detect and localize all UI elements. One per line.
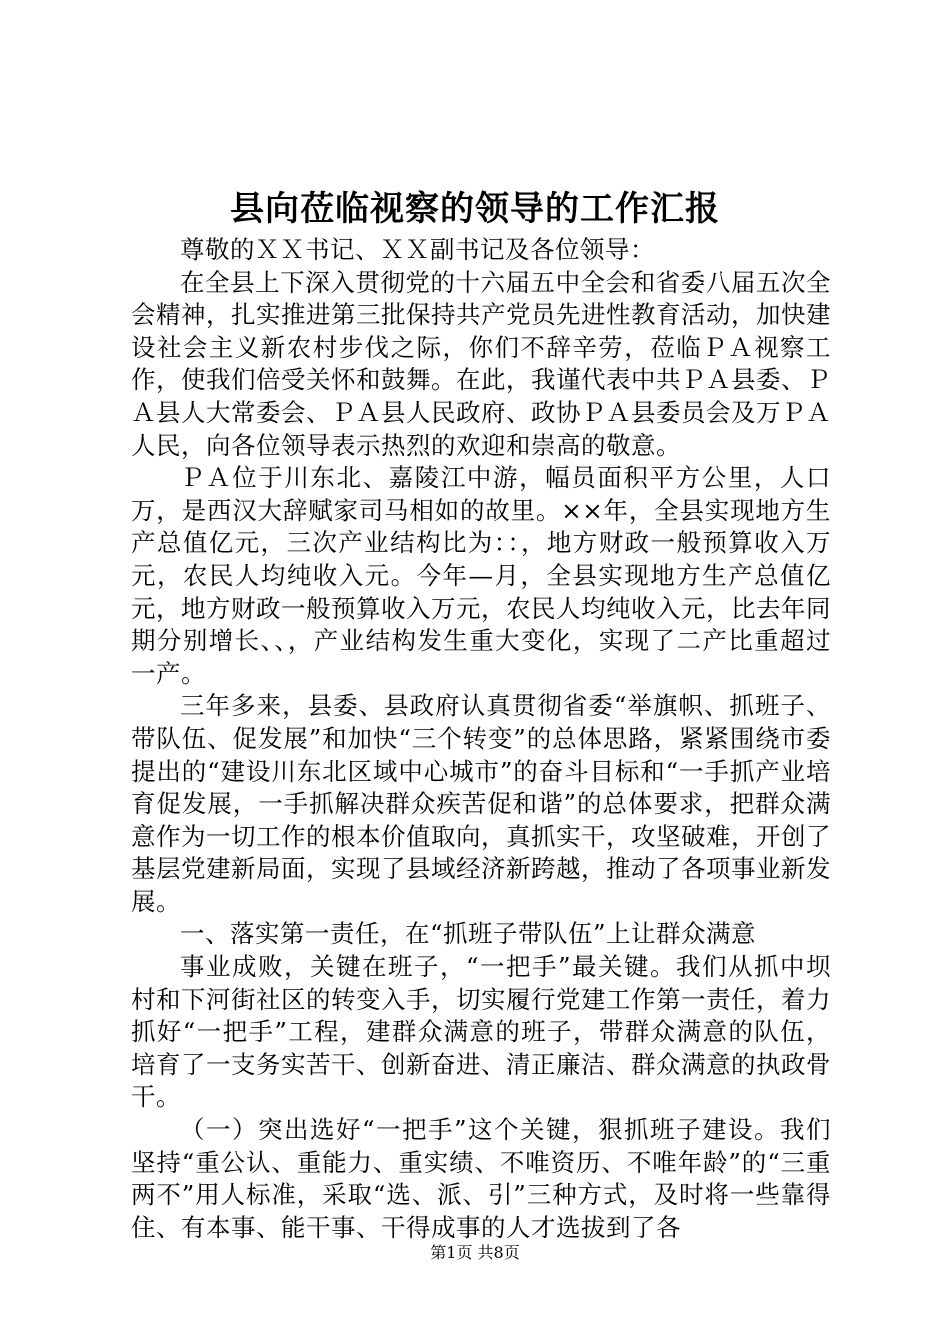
document-body — [131, 234, 831, 1244]
body-paragraph: 事业成败，关键在班子，“一把手”最关键。我们从抓中坝村和下河街社区的转变入手，切实履行党建工作第一责任，着力抓好“一把手”工程，建群众满意的班子，带群众满意的队伍，培育了一支务实苦干、创新奋进、清正廉洁、群众满意的执政骨干。 — [131, 952, 831, 1112]
salutation-paragraph: 尊敬的ＸＸ书记、ＸＸ副书记及各位领导： — [180, 235, 655, 264]
body-paragraph: （一）突出选好“一把手”这个关键，狠抓班子建设。我们坚持“重公认、重能力、重实绩、不唯资历、不唯年龄”的“三重两不”用人标准，采取“选、派、引”三种方式，及时将一些靠得住、有本事、能干事、干得成事的人才选拔到了各 — [131, 1115, 831, 1242]
document-title: 县向莅临视察的领导的工作汇报 — [230, 189, 720, 229]
page-footer: 第1页 共8页 — [430, 1243, 520, 1262]
body-paragraph: ＰＡ位于川东北、嘉陵江中游，幅员面积平方公里，人口万，是西汉大辞赋家司马相如的故里。××年，全县实现地方生产总值亿元，三次产业结构比为：：，地方财政一般预算收入万元，农民人均纯收入元。今年—月，全县实现地方生产总值亿元，地方财政一般预算收入万元，农民人均纯收入元，比去年同期分别增长、、，产业结构发生重大变化，实现了二产比重超过一产。 — [131, 463, 831, 688]
body-paragraph: 三年多来，县委、县政府认真贯彻省委“举旗帜、抓班子、带队伍、促发展”和加快“三个转变”的总体思路，紧紧围绕市委提出的“建设川东北区域中心城市”的奋斗目标和“一手抓产业培育促发展，一手抓解决群众疾苦促和谐”的总体要求，把群众满意作为一切工作的根本价值取向，真抓实干，攻坚破难，开创了基层党建新局面，实现了县域经济新跨越，推动了各项事业新发展。 — [131, 691, 831, 916]
section-heading: 一、落实第一责任，在“抓班子带队伍”上让群众满意 — [180, 919, 757, 949]
body-paragraph: 在全县上下深入贯彻党的十六届五中全会和省委八届五次全会精神，扎实推进第三批保持共产党员先进性教育活动，加快建设社会主义新农村步伐之际，你们不辞辛劳，莅临ＰＡ视察工作，使我们倍受关怀和鼓舞。在此，我谨代表中共ＰＡ县委、ＰＡ县人大常委会、ＰＡ县人民政府、政协ＰＡ县委员会及万ＰＡ人民，向各位领导表示热烈的欢迎和崇高的敬意。 — [131, 267, 831, 460]
